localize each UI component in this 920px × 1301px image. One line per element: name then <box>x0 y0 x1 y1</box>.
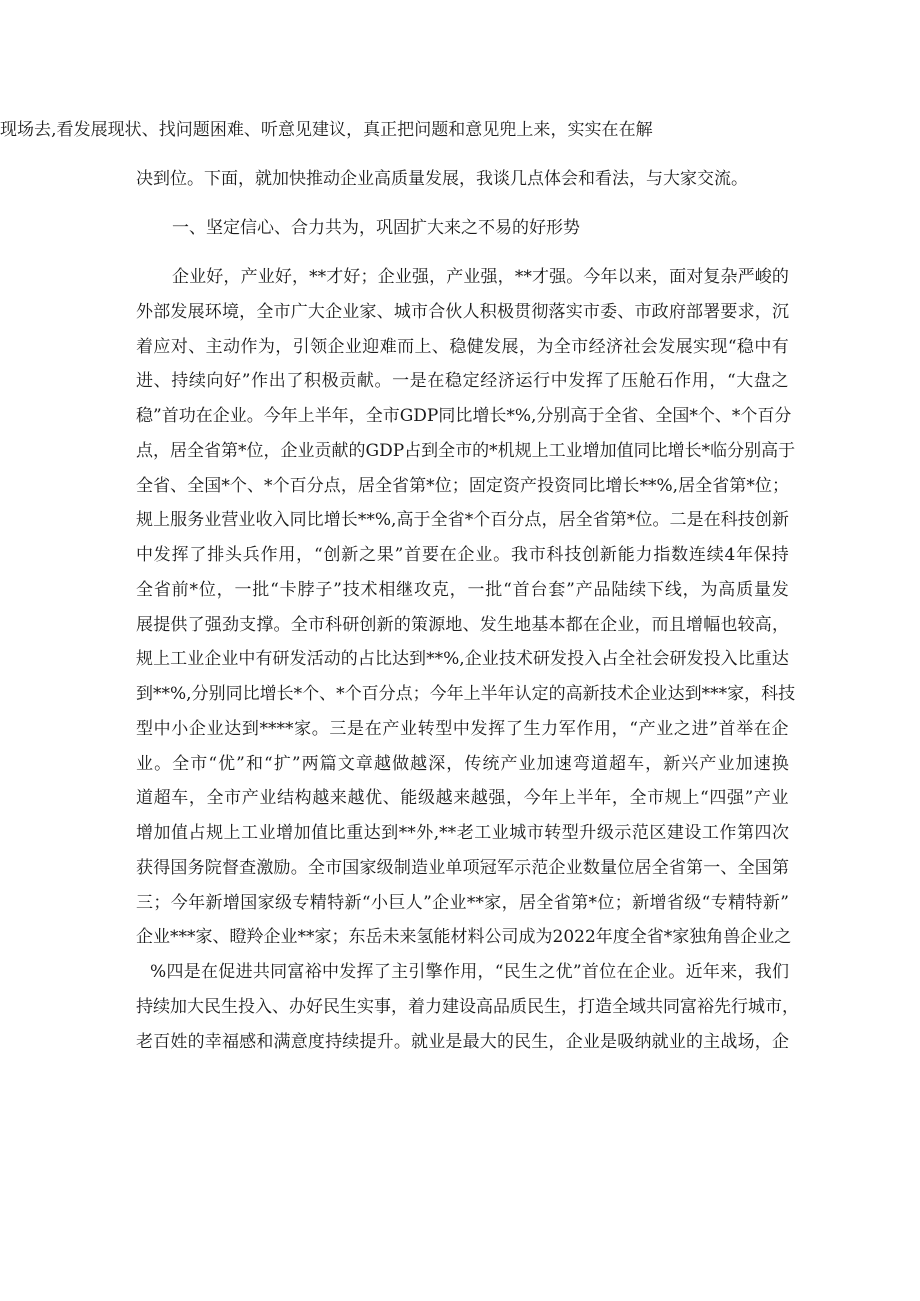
text-line: 增 加 值 占 规 上 工 业 增 加 值 比 重 达 到 ** 外 ,** 老 工 业 城 市 转 型 升 级 示 范 区 建 设 工 作 第 四 次 <box>136 823 789 843</box>
section-heading: 一、坚定信心、合力共为，巩固扩大来之不易的好形势 <box>172 218 580 238</box>
text-line: 持 续 加 大 民 生 投 入 、 办 好 民 生 实 事 ， 着 力 建 设 高 品 质 民 生 ， 打 造 全 域 共 同 富 裕 先 行 城 市 ， <box>136 997 799 1017</box>
text-line: 稳 ” 首 功 在 企 业 。 今 年 上 半 年 ， 全 市 GDP 同 比 增 长 *%, 分 别 高 于 全 省 、 全 国 * 个 、 * 个 百 分 <box>136 406 792 426</box>
text-line: 型 中 小 企 业 达 到 **** 家 。 三 是 在 产 业 转 型 中 发 挥 了 生 力 军 作 用 ， “ 产 业 之 进 ” 首 举 在 企 <box>136 719 789 739</box>
text-line: 获 得 国 务 院 督 查 激 励 。 全 市 国 家 级 制 造 业 单 项 冠 军 示 范 企 业 数 量 位 居 全 省 第 一 、 全 国 第 <box>136 858 789 878</box>
text-line: 中 发 挥 了 排 头 兵 作 用 ， “ 创 新 之 果 ” 首 要 在 企 业 。 我 市 科 技 创 新 能 力 指 数 连 续 4 年 保 持 <box>136 545 789 565</box>
text-line: 点 ， 居 全 省 第 * 位 ， 企 业 贡 献 的 GDP 占 到 全 市 的 * 机 规 上 工 业 增 加 值 同 比 增 长 * 临 分 别 高 于 <box>136 441 796 461</box>
text-line: 着 应 对 、 主 动 作 为 ， 引 领 企 业 迎 难 而 上 、 稳 健 发 展 ， 为 全 市 经 济 社 会 发 展 实 现 “ 稳 中 有 <box>136 337 789 357</box>
text-line: 现 场 去 , 看 发 展 现 状 、 找 问 题 困 难 、 听 意 见 建 议 ， 真 正 把 问 题 和 意 见 兜 上 来 ， 实 实 在 在 解 <box>0 120 653 140</box>
text-line: 企 业 *** 家 、 瞪 羚 企 业 ** 家 ； 东 岳 未 来 氢 能 材 料 公 司 成 为 2022 年 度 全 省 * 家 独 角 兽 企 业 之 <box>136 927 792 947</box>
text-line: 全 省 、 全 国 * 个 、 * 个 百 分 点 ， 居 全 省 第 * 位 ； 固 定 资 产 投 资 同 比 增 长 **%, 居 全 省 第 * 位 ； <box>136 476 789 496</box>
text-line: 展 提 供 了 强 劲 支 撑 。 全 市 科 研 创 新 的 策 源 地 、 发 生 地 基 本 都 在 企 业 ， 而 且 增 幅 也 较 高 ， <box>136 615 789 635</box>
text-line: 全 省 前 * 位 ， 一 批 “ 卡 脖 子 ” 技 术 相 继 攻 克 ， 一 批 “ 首 台 套 ” 产 品 陆 续 下 线 ， 为 高 质 量 发 <box>136 580 789 600</box>
text-line: 业 。 全 市 “ 优 ” 和 “ 扩 ” 两 篇 文 章 越 做 越 深 ， 传 统 产 业 加 速 弯 道 超 车 ， 新 兴 产 业 加 速 换 <box>136 754 789 774</box>
text-line: 道 超 车 ， 全 市 产 业 结 构 越 来 越 优 、 能 级 越 来 越 强 ， 今 年 上 半 年 ， 全 市 规 上 “ 四 强 ” 产 业 <box>136 788 789 808</box>
text-line: 决到位。下面，就加快推动企业高质量发展，我谈几点体会和看法，与大家交流。 <box>136 169 748 189</box>
text-line: % 四 是 在 促 进 共 同 富 裕 中 发 挥 了 主 引 擎 作 用 ， “ 民 生 之 优 ” 首 位 在 企 业 。 近 年 来 ， 我 们 <box>150 962 789 982</box>
text-line: 规 上 工 业 企 业 中 有 研 发 活 动 的 占 比 达 到 **%, 企 业 技 术 研 发 投 入 占 全 社 会 研 发 投 入 比 重 达 <box>136 649 789 669</box>
text-line: 三 ； 今 年 新 增 国 家 级 专 精 特 新 “ 小 巨 人 ” 企 业 ** 家 ， 居 全 省 第 * 位 ； 新 增 省 级 “ 专 精 特 新 ” <box>136 893 789 913</box>
text-line: 外 部 发 展 环 境 ， 全 市 广 大 企 业 家 、 城 市 合 伙 人 积 极 贯 彻 落 实 市 委 、 市 政 府 部 署 要 求 ， 沉 <box>136 302 789 322</box>
text-line: 规 上 服 务 业 营 业 收 入 同 比 增 长 **%, 高 于 全 省 * 个 百 分 点 ， 居 全 省 第 * 位 。 二 是 在 科 技 创 新 <box>136 510 789 530</box>
text-line: 老 百 姓 的 幸 福 感 和 满 意 度 持 续 提 升 。 就 业 是 最 大 的 民 生 ， 企 业 是 吸 纳 就 业 的 主 战 场 ， 企 <box>136 1032 789 1052</box>
text-line: 进 、 持 续 向 好 ” 作 出 了 积 极 贡 献 。 一 是 在 稳 定 经 济 运 行 中 发 挥 了 压 舱 石 作 用 ， “ 大 盘 之 <box>136 371 789 391</box>
text-line: 企 业 好 ， 产 业 好 ， ** 才 好 ； 企 业 强 ， 产 业 强 ， ** 才 强 。 今 年 以 来 ， 面 对 复 杂 严 峻 的 <box>172 267 789 287</box>
text-line: 到 **%, 分 别 同 比 增 长 * 个 、 * 个 百 分 点 ； 今 年 上 半 年 认 定 的 高 新 技 术 企 业 达 到 *** 家 ， 科 技 <box>136 684 796 704</box>
